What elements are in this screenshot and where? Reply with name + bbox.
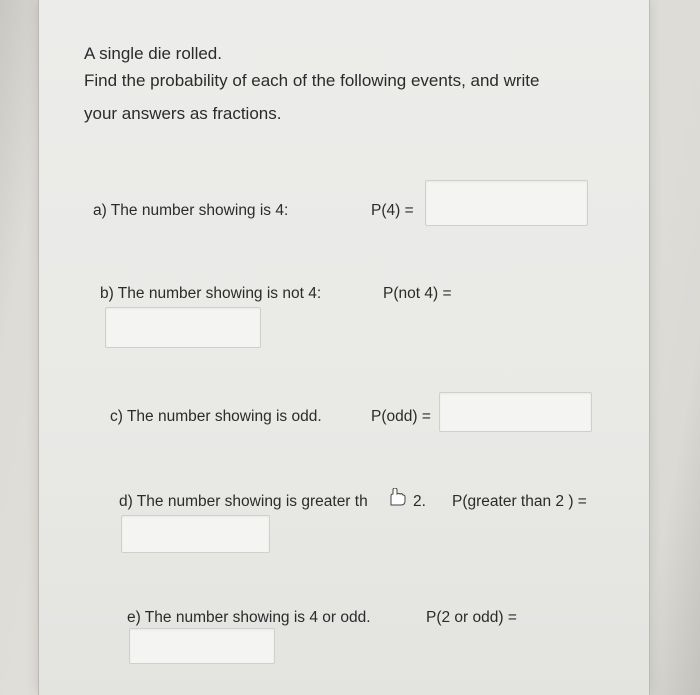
intro-line-3: your answers as fractions. <box>84 104 282 123</box>
question-b-expr: P(not 4) = <box>383 285 452 302</box>
question-b-label: b) The number showing is not 4: <box>100 285 322 302</box>
question-e-label: e) The number showing is 4 or odd. <box>127 609 371 626</box>
question-a-expr: P(4) = <box>371 202 414 219</box>
hand-pointer-icon <box>386 488 406 511</box>
intro-line-1: A single die rolled. <box>84 44 222 63</box>
question-c-label: c) The number showing is odd. <box>110 408 322 425</box>
intro-line-2: Find the probability of each of the following events, and write <box>84 71 540 90</box>
question-a-label: a) The number showing is 4: <box>93 202 289 219</box>
question-d-label-tail: 2. <box>413 493 426 510</box>
answer-b-input[interactable] <box>105 307 261 348</box>
question-c-expr: P(odd) = <box>371 408 431 425</box>
question-d-label: d) The number showing is greater th <box>119 493 368 510</box>
answer-d-input[interactable] <box>121 515 270 553</box>
worksheet <box>38 0 650 695</box>
answer-e-input[interactable] <box>129 628 275 664</box>
answer-a-input[interactable] <box>425 180 588 226</box>
question-d-expr: P(greater than 2 ) = <box>452 493 587 510</box>
question-e-expr: P(2 or odd) = <box>426 609 517 626</box>
answer-c-input[interactable] <box>439 392 592 432</box>
